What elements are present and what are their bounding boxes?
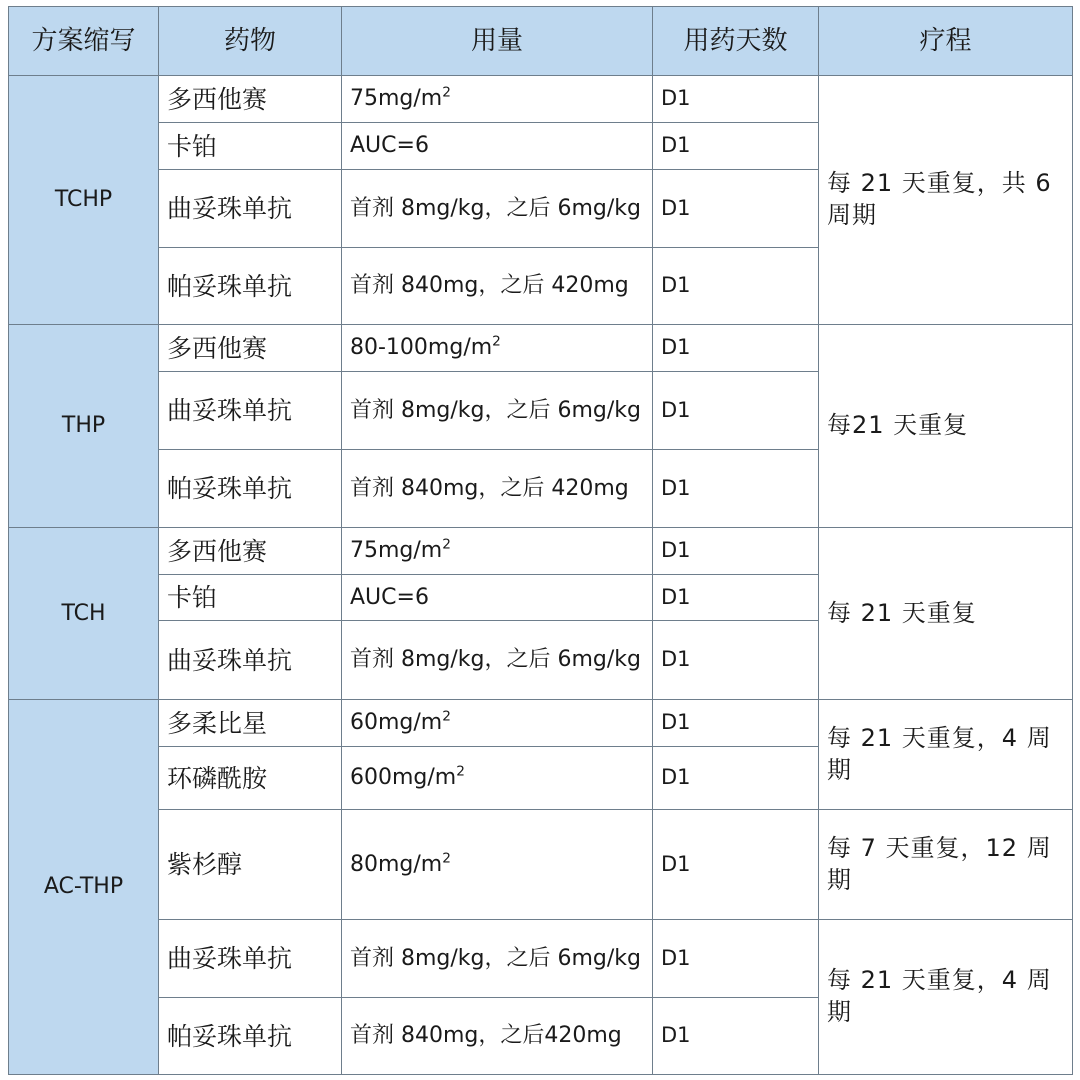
dose-cell: AUC=6: [342, 123, 653, 170]
days-cell: D1: [653, 372, 819, 450]
dose-superscript: 2: [442, 537, 451, 554]
dose-cell: $80mg/m^2$: [342, 810, 653, 920]
dose-cell: 首剂 840mg，之后 420mg: [342, 248, 653, 325]
drug-cell: 多西他赛: [159, 528, 342, 575]
dose-cell: 首剂 840mg，之后 420mg: [342, 450, 653, 528]
dose-cell: $60mg/m^2$: [342, 700, 653, 747]
drug-cell: 曲妥珠单抗: [159, 372, 342, 450]
dose-superscript: 2: [442, 85, 451, 102]
days-cell: D1: [653, 700, 819, 747]
days-cell: D1: [653, 450, 819, 528]
days-cell: D1: [653, 810, 819, 920]
dose-cell: AUC=6: [342, 575, 653, 621]
drug-cell: 多柔比星: [159, 700, 342, 747]
table-row: [9, 528, 1073, 575]
dose-superscript: 2: [492, 334, 501, 351]
dose-cell: $75mg/m^2$: [342, 528, 653, 575]
course-cell: 每 21 天重复，4 周期: [819, 700, 1073, 810]
table-row: [9, 76, 1073, 123]
drug-cell: 曲妥珠单抗: [159, 170, 342, 248]
dose-cell: 首剂 8mg/kg，之后 6mg/kg: [342, 170, 653, 248]
days-cell: D1: [653, 920, 819, 998]
days-cell: D1: [653, 747, 819, 810]
regimen-abbr: AC-THP: [9, 700, 159, 1075]
regimen-table: [8, 6, 1073, 1075]
drug-cell: 曲妥珠单抗: [159, 920, 342, 998]
course-cell: 每 21 天重复，4 周期: [819, 920, 1073, 1075]
header-dose: 用量: [342, 7, 653, 76]
days-cell: D1: [653, 248, 819, 325]
days-cell: D1: [653, 528, 819, 575]
days-cell: D1: [653, 575, 819, 621]
header-abbr: 方案缩写: [9, 7, 159, 76]
drug-cell: 帕妥珠单抗: [159, 998, 342, 1075]
drug-cell: 多西他赛: [159, 76, 342, 123]
dose-cell: $600mg/m^2$: [342, 747, 653, 810]
dose-cell: $75mg/m^2$: [342, 76, 653, 123]
table-row: [9, 810, 1073, 920]
drug-cell: 卡铂: [159, 575, 342, 621]
drug-cell: 环磷酰胺: [159, 747, 342, 810]
days-cell: D1: [653, 998, 819, 1075]
days-cell: D1: [653, 325, 819, 372]
drug-cell: 多西他赛: [159, 325, 342, 372]
course-cell: 每 21 天重复，共 6 周期: [819, 76, 1073, 325]
regimen-abbr: THP: [9, 325, 159, 528]
regimen-abbr: TCH: [9, 528, 159, 700]
dose-superscript: 2: [442, 709, 451, 726]
header-days: 用药天数: [653, 7, 819, 76]
dose-cell: 首剂 8mg/kg，之后 6mg/kg: [342, 621, 653, 700]
days-cell: D1: [653, 170, 819, 248]
dose-cell: 首剂 8mg/kg，之后 6mg/kg: [342, 920, 653, 998]
header-course: 疗程: [819, 7, 1073, 76]
dose-superscript: 2: [456, 764, 465, 781]
regimen-abbr: TCHP: [9, 76, 159, 325]
table-row: [9, 325, 1073, 372]
header-row: [9, 7, 1073, 76]
table-row: [9, 700, 1073, 747]
course-cell: 每21 天重复: [819, 325, 1073, 528]
drug-cell: 卡铂: [159, 123, 342, 170]
course-cell: 每 21 天重复: [819, 528, 1073, 700]
days-cell: D1: [653, 76, 819, 123]
dose-cell: $80-100mg/m^2$: [342, 325, 653, 372]
days-cell: D1: [653, 621, 819, 700]
dose-superscript: 2: [442, 850, 451, 867]
header-drug: 药物: [159, 7, 342, 76]
drug-cell: 帕妥珠单抗: [159, 450, 342, 528]
days-cell: D1: [653, 123, 819, 170]
drug-cell: 曲妥珠单抗: [159, 621, 342, 700]
table-row: [9, 920, 1073, 998]
course-cell: 每 7 天重复，12 周期: [819, 810, 1073, 920]
drug-cell: 帕妥珠单抗: [159, 248, 342, 325]
dose-cell: 首剂 840mg，之后420mg: [342, 998, 653, 1075]
drug-cell: 紫杉醇: [159, 810, 342, 920]
dose-cell: 首剂 8mg/kg，之后 6mg/kg: [342, 372, 653, 450]
